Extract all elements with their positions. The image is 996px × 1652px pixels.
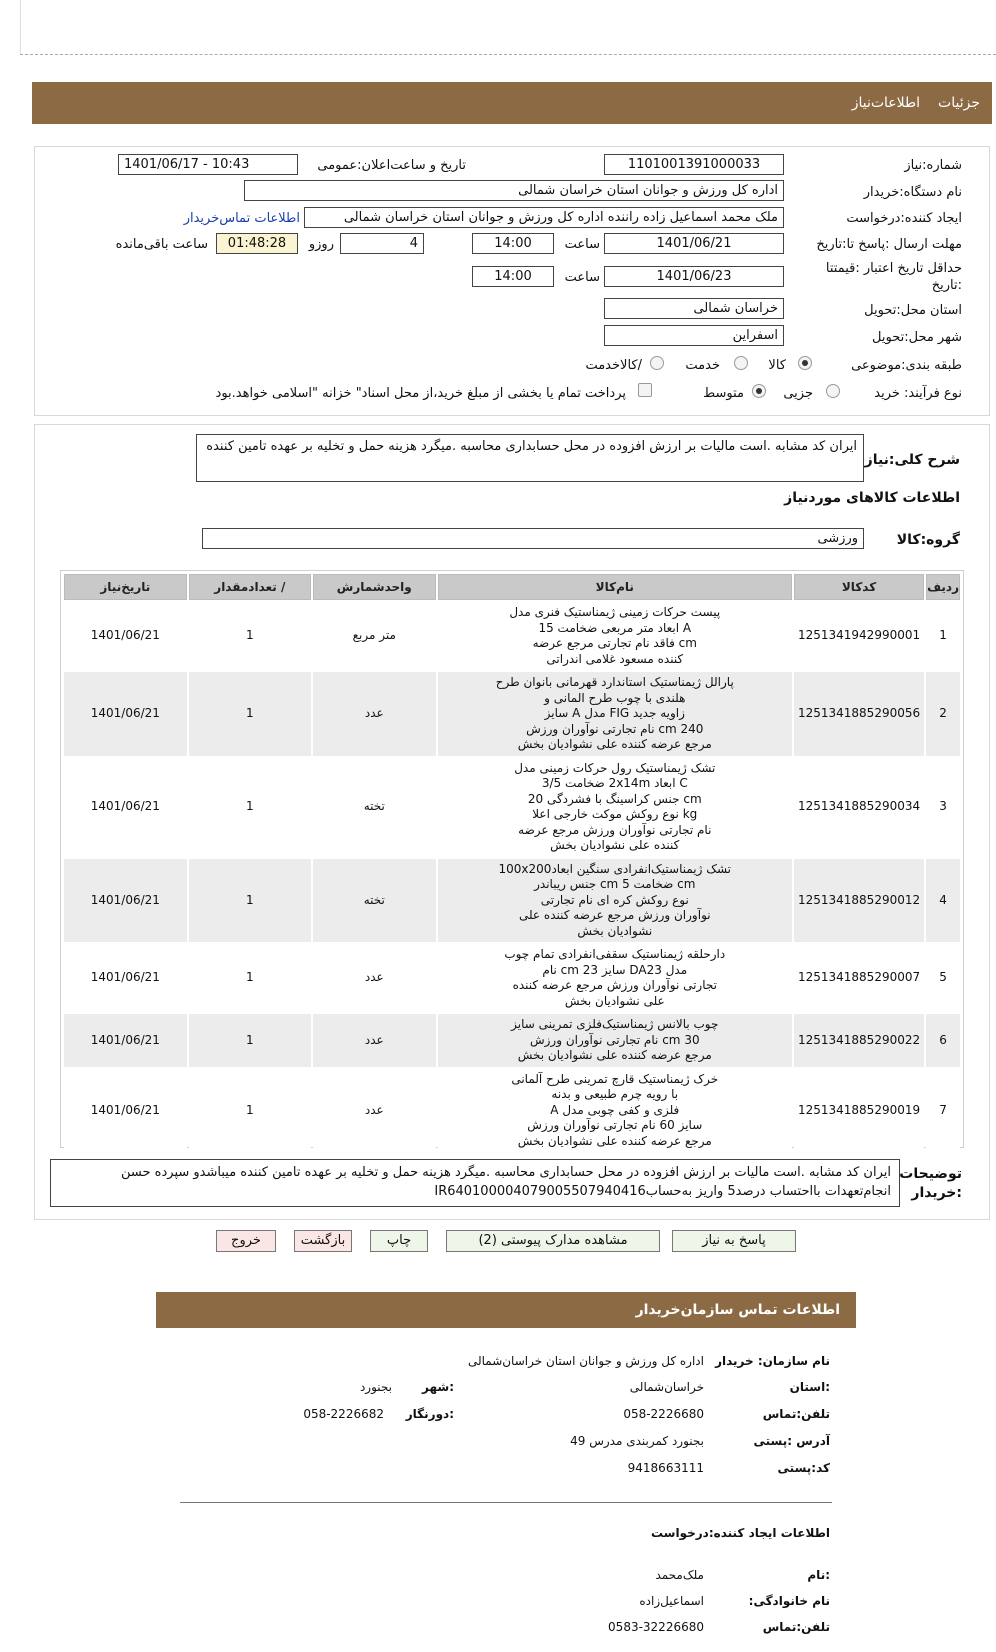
item-name-cell xyxy=(438,1069,792,1153)
quantity-cell: 1 xyxy=(189,602,311,670)
contact-city-label: :شهر xyxy=(422,1380,454,1394)
item-name-line: تشک ژیمناستیک‌انفرادی سنگین ابعاد100x200 xyxy=(498,861,732,876)
quantity-cell: 1 xyxy=(189,1014,311,1067)
back-button[interactable]: بازگشت xyxy=(294,1230,352,1252)
announce-field: 1401/06/17 - 10:43 xyxy=(118,154,298,175)
exit-button[interactable]: خروج xyxy=(216,1230,276,1252)
item-name-line: تشک ژیمناستیک رول حرکات زمینی مدل xyxy=(514,760,716,775)
item-name-line: دارحلقه ژیمناستیک سقفی‌انفرادی تمام چوب xyxy=(504,947,726,961)
unit-cell: عدد xyxy=(313,672,436,756)
contact-phone-value: 058-2226680 xyxy=(623,1407,704,1421)
need-number-field: 1101001391000033 xyxy=(604,154,784,175)
summary-label: شرح کلی:نیاز xyxy=(864,452,960,468)
item-name-line: فلزی و کفی چوبی مدل A xyxy=(550,1102,680,1117)
deadline-date-field: 1401/06/21 xyxy=(604,233,784,254)
row-number-cell: 4 xyxy=(926,859,960,943)
category-option-goods: کالا xyxy=(768,358,786,373)
items-table-header xyxy=(64,574,960,600)
category-option-service: خدمت xyxy=(685,358,720,373)
goods-group-field: ورزشی xyxy=(202,528,864,549)
category-option-goods-service: /کالاخدمت xyxy=(585,358,642,373)
table-row xyxy=(64,602,960,670)
row-number-cell: 3 xyxy=(926,758,960,857)
deadline-label: مهلت ارسال :پاسخ تا:تاریخ xyxy=(816,237,962,252)
item-name-line: نوع روکش کره ای نام تجارتی xyxy=(540,892,689,907)
table-row xyxy=(64,944,960,1012)
quantity-cell: 1 xyxy=(189,944,311,1012)
item-code-cell: 1251341885290012 xyxy=(794,859,924,943)
item-name-line: زاویه جدید FIG مدل A سایز xyxy=(544,706,685,720)
validity-time-field: 14:00 xyxy=(472,266,554,287)
requester-name-label: :نام xyxy=(807,1568,830,1582)
col-item-code: کدکالا xyxy=(794,574,924,600)
buyer-contact-link[interactable]: اطلاعات تماس‌خریدار xyxy=(183,211,300,226)
process-radio-medium[interactable] xyxy=(752,384,766,398)
unit-cell: متر مربع xyxy=(313,602,436,670)
deadline-time-label: ساعت xyxy=(564,237,600,252)
item-code-cell: 1251341885290034 xyxy=(794,758,924,857)
buyer-org-field: اداره کل ورزش و جوانان استان خراسان شمالی xyxy=(244,180,784,201)
print-button[interactable]: چاپ xyxy=(370,1230,428,1252)
item-name-cell xyxy=(438,672,792,756)
contact-address-value: بجنورد کمربندی مدرس 49 xyxy=(570,1434,704,1448)
row-number-cell: 5 xyxy=(926,944,960,1012)
contact-separator xyxy=(180,1502,832,1503)
row-number-cell: 6 xyxy=(926,1014,960,1067)
contact-org-value: اداره کل ورزش و جوانان استان خراسان‌شمالی xyxy=(467,1354,704,1368)
validity-date-field: 1401/06/23 xyxy=(604,266,784,287)
item-name-line: پارالل ژیمناستیک استاندارد قهرمانی بانوان طرح xyxy=(495,675,734,689)
remaining-label: ساعت باقی‌مانده xyxy=(115,237,208,252)
process-option-minor: جزیی xyxy=(783,386,813,401)
col-quantity: / تعدادمقدار xyxy=(189,574,311,600)
requester-phone-value: 0583-32226680 xyxy=(608,1620,704,1634)
unit-cell: تخته xyxy=(313,758,436,857)
row-number-cell: 2 xyxy=(926,672,960,756)
category-radio-service[interactable] xyxy=(734,356,748,370)
province-field: خراسان شمالی xyxy=(604,298,784,319)
contact-postal-label: کد:پستی xyxy=(777,1461,830,1475)
remaining-time-field: 01:48:28 xyxy=(216,233,298,254)
quantity-cell: 1 xyxy=(189,1069,311,1153)
item-name-line: cm جنس کراسینگ با فشردگی 20 xyxy=(527,791,702,806)
item-name-line: نوآوران ورزش مرجع عرضه کننده علی xyxy=(518,908,711,922)
item-name-line: تجارتی نوآوران ورزش مرجع عرضه کننده xyxy=(512,978,717,992)
validity-time-label: ساعت xyxy=(564,270,600,285)
item-name-line: خرک ژیمناستیک قارچ تمرینی طرح آلمانی xyxy=(511,1071,719,1086)
buyer-notes-line-1: ایران کد مشابه .است مالیات بر ارزش افزوده در محل حسابداری محاسبه .میگرد هزینه حمل و تخلیه بر عهده تامین کننده میباشدو سپرده حسن xyxy=(121,1165,891,1180)
item-name-cell xyxy=(438,758,792,857)
item-name-line: هلندی با چوب طرح المانی و xyxy=(544,690,686,705)
row-number-cell: 7 xyxy=(926,1069,960,1153)
buyer-notes-label-1: توضیحات xyxy=(899,1166,962,1182)
need-date-cell: 1401/06/21 xyxy=(64,859,187,943)
validity-label-2: :تاریخ xyxy=(931,278,962,293)
item-name-line: C ابعاد 2x14m ضخامت 3/5 xyxy=(541,776,688,790)
buyer-org-label: نام دستگاه:خریدار xyxy=(863,185,962,200)
creator-field: ملک محمد اسماعیل زاده راننده اداره کل ورزش و جوانان استان خراسان شمالی xyxy=(304,207,784,228)
contact-province-label: :استان xyxy=(789,1380,830,1394)
contact-org-label: نام سازمان: خریدار xyxy=(715,1354,830,1368)
item-name-line: مرجع عرضه کننده علی نشوادیان بخش xyxy=(517,1133,712,1148)
item-name-line: علی نشوادیان بخش xyxy=(564,993,665,1008)
item-name-line: مدل DA23 سایز 23 cm نام xyxy=(542,962,688,977)
category-radio-goods-service[interactable] xyxy=(650,356,664,370)
process-option-medium: متوسط xyxy=(703,386,744,401)
col-unit: واحدشمارش xyxy=(313,574,436,600)
col-item-name: نام‌کالا xyxy=(438,574,792,600)
header-bar xyxy=(32,82,992,124)
item-name-line: نشوادیان بخش xyxy=(577,923,653,938)
need-date-cell: 1401/06/21 xyxy=(64,758,187,857)
category-radio-goods[interactable] xyxy=(798,356,812,370)
need-date-cell: 1401/06/21 xyxy=(64,672,187,756)
item-name-cell xyxy=(438,944,792,1012)
unit-cell: عدد xyxy=(313,1069,436,1153)
item-name-line: کننده مسعود غلامی اندراتی xyxy=(546,651,684,666)
need-date-cell: 1401/06/21 xyxy=(64,1069,187,1153)
quantity-cell: 1 xyxy=(189,758,311,857)
contact-fax-label: :دورنگار xyxy=(405,1407,454,1421)
item-name-line: نام تجارتی نوآوران ورزش مرجع عرضه xyxy=(518,822,712,837)
item-name-line: با رویه چرم طبیعی و بدنه xyxy=(551,1087,679,1101)
unit-cell: عدد xyxy=(313,1014,436,1067)
item-name-line: 240 cm نام تجارتی نوآوران ورزش xyxy=(526,721,704,736)
item-name-line: kg نوع روکش موکت خارجی اعلا xyxy=(532,807,698,821)
table-row xyxy=(64,859,960,943)
city-field: اسفراین xyxy=(604,325,784,346)
item-code-cell: 1251341942990001 xyxy=(794,602,924,670)
quantity-cell: 1 xyxy=(189,672,311,756)
contact-address-label: آدرس :پستی xyxy=(753,1434,830,1448)
days-field: 4 xyxy=(340,233,424,254)
requester-phone-label: تلفن:تماس xyxy=(762,1620,830,1634)
item-name-line: cm ضخامت 5 cm جنس ریباندر xyxy=(534,877,696,891)
item-name-cell xyxy=(438,602,792,670)
contact-phone-label: تلفن:تماس xyxy=(762,1407,830,1421)
page-top-divider xyxy=(20,54,996,55)
need-date-cell: 1401/06/21 xyxy=(64,602,187,670)
deadline-time-field: 14:00 xyxy=(472,233,554,254)
item-name-cell xyxy=(438,859,792,943)
table-row xyxy=(64,1014,960,1067)
row-number-cell: 1 xyxy=(926,602,960,670)
items-table xyxy=(62,572,962,1154)
attachments-button[interactable]: مشاهده مدارک پیوستی (2) xyxy=(446,1230,660,1252)
item-name-line: A ابعاد متر مربعی ضخامت 15 xyxy=(538,620,692,635)
page-left-border xyxy=(20,0,21,54)
col-need-date: تاریخ‌نیاز xyxy=(64,574,187,600)
item-name-line: cm فاقد نام تجارتی مرجع عرضه xyxy=(532,636,697,650)
tab-need-info[interactable]: اطلاعات‌نیاز xyxy=(851,95,921,111)
need-date-cell: 1401/06/21 xyxy=(64,944,187,1012)
respond-button[interactable]: پاسخ به نیاز xyxy=(672,1230,796,1252)
item-name-line: کننده علی نشوادیان بخش xyxy=(550,838,680,852)
item-name-line: مرجع عرضه کننده علی نشوادیان بخش xyxy=(517,737,712,751)
quantity-cell: 1 xyxy=(189,859,311,943)
announce-label: تاریخ و ساعت‌اعلان:عمومی xyxy=(317,158,466,173)
need-number-label: شماره:نیاز xyxy=(904,158,962,173)
buyer-notes-box xyxy=(50,1159,900,1207)
item-code-cell: 1251341885290056 xyxy=(794,672,924,756)
contact-province-value: خراسان‌شمالی xyxy=(629,1380,704,1394)
item-name-line: چوب بالانس ژیمناستیک‌فلزی تمرینی سایز xyxy=(511,1017,719,1031)
validity-label-1: حداقل تاریخ اعتبار :قیمتتا xyxy=(825,261,962,276)
table-row xyxy=(64,1069,960,1153)
need-date-cell: 1401/06/21 xyxy=(64,1014,187,1067)
tab-details[interactable]: جزئیات xyxy=(938,95,980,111)
table-row xyxy=(64,758,960,857)
payment-checkbox[interactable] xyxy=(638,383,652,397)
requester-family-value: اسماعیل‌زاده xyxy=(639,1594,704,1608)
contact-fax-value: 058-2226682 xyxy=(303,1407,384,1421)
unit-cell: عدد xyxy=(313,944,436,1012)
col-row-number: ردیف xyxy=(926,574,960,600)
goods-info-title: اطلاعات کالاهای موردنیاز xyxy=(784,490,960,506)
item-code-cell: 1251341885290007 xyxy=(794,944,924,1012)
item-name-line: 30 cm نام تجارتی نوآوران ورزش xyxy=(529,1032,700,1047)
buyer-notes-label-2: :خریدار xyxy=(911,1185,962,1201)
requester-name-value: ملک‌محمد xyxy=(655,1568,704,1582)
days-label: روزو xyxy=(308,237,334,252)
item-name-cell xyxy=(438,1014,792,1067)
process-label: نوع فرآیند: خرید xyxy=(874,386,962,401)
requester-family-label: نام خانوادگی: xyxy=(748,1594,830,1608)
contact-postal-value: 9418663111 xyxy=(627,1461,704,1475)
category-label: طبقه بندی:موضوعی xyxy=(851,358,962,373)
contact-bar: اطلاعات تماس سازمان‌خریدار xyxy=(156,1292,856,1328)
item-name-line: سایز 60 نام تجارتی نوآوران ورزش xyxy=(527,1118,703,1132)
contact-city-value: بجنورد xyxy=(359,1380,392,1394)
item-code-cell: 1251341885290022 xyxy=(794,1014,924,1067)
summary-text: ایران کد مشابه .است مالیات بر ارزش افزوده در محل حسابداری محاسبه .میگرد هزینه حمل و تخلیه بر عهده تامین کننده xyxy=(196,434,864,482)
province-label: استان محل:تحویل xyxy=(864,303,962,318)
creator-label: ایجاد کننده:درخواست xyxy=(846,211,962,226)
item-name-line: پیست حرکات زمینی ژیمناستیک فنری مدل xyxy=(509,605,721,619)
unit-cell: تخته xyxy=(313,859,436,943)
buyer-notes-line-2: انجام‌تعهدات بااحتساب درصد5 واریز به‌حسابIR640100004079005507940416 xyxy=(434,1184,891,1199)
requester-title: اطلاعات ایجاد کننده:درخواست xyxy=(650,1526,830,1540)
city-label: شهر محل:تحویل xyxy=(872,330,962,345)
item-name-line: مرجع عرضه کننده علی نشوادیان بخش xyxy=(517,1048,712,1062)
process-radio-minor[interactable] xyxy=(826,384,840,398)
goods-group-label: گروه:کالا xyxy=(896,532,960,548)
payment-note: پرداخت تمام یا بخشی از مبلغ خرید،از محل اسناد" خزانه "اسلامی خواهد.بود xyxy=(215,386,626,401)
table-row xyxy=(64,672,960,756)
item-code-cell: 1251341885290019 xyxy=(794,1069,924,1153)
